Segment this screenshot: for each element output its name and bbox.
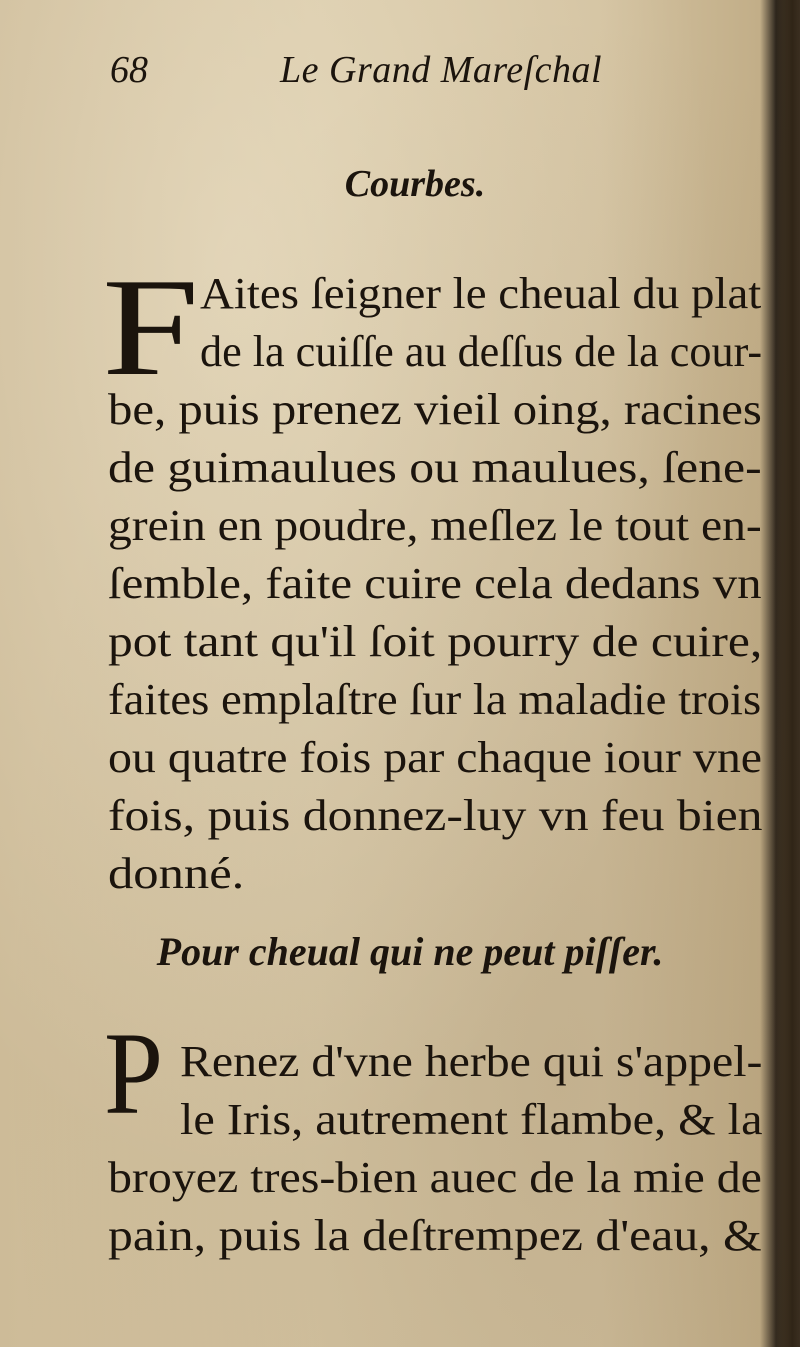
section-heading-text: Courbes. [344, 163, 486, 205]
text-line: ou quatre fois par chaque iour vne [108, 733, 763, 782]
text-line: de guimaulues ou maulues, ſene- [108, 443, 762, 492]
drop-cap-p: P [104, 1008, 164, 1139]
text-line: de la cuiſſe au deſſus de la cour- [200, 327, 763, 376]
drop-cap-f: F [102, 250, 200, 405]
text-line: broyez tres-bien auec de la mie de [108, 1153, 762, 1202]
running-title: Le Grand Mareſchal [280, 49, 603, 91]
text-line: faites emplaſtre ſur la maladie trois [108, 675, 762, 724]
text-line: fois, puis donnez-luy vn feu bien [108, 791, 763, 840]
text-line: donné. [108, 849, 245, 898]
section-heading-courbes [0, 162, 800, 206]
text-line: grein en poudre, meſlez le tout en- [108, 501, 762, 550]
section-heading-pisser [0, 928, 800, 975]
text-line: pot tant qu'il ſoit pourry de cuire, [108, 617, 763, 666]
page-header [110, 48, 670, 108]
text-line: Renez d'vne herbe qui s'appel- [180, 1037, 763, 1086]
text-line: ſemble, faite cuire cela dedans vn [108, 559, 762, 608]
text-line: le Iris, autrement flambe, & la [180, 1095, 763, 1144]
text-line: be, puis prenez vieil oing, racines [108, 385, 762, 434]
text-line: pain, puis la deſtrempez d'eau, & [108, 1211, 762, 1260]
section-heading-text: Pour cheual qui ne peut piſſer. [156, 929, 664, 974]
text-line: Aites ſeigner le cheual du plat [200, 269, 762, 318]
page-number: 68 [110, 49, 148, 91]
